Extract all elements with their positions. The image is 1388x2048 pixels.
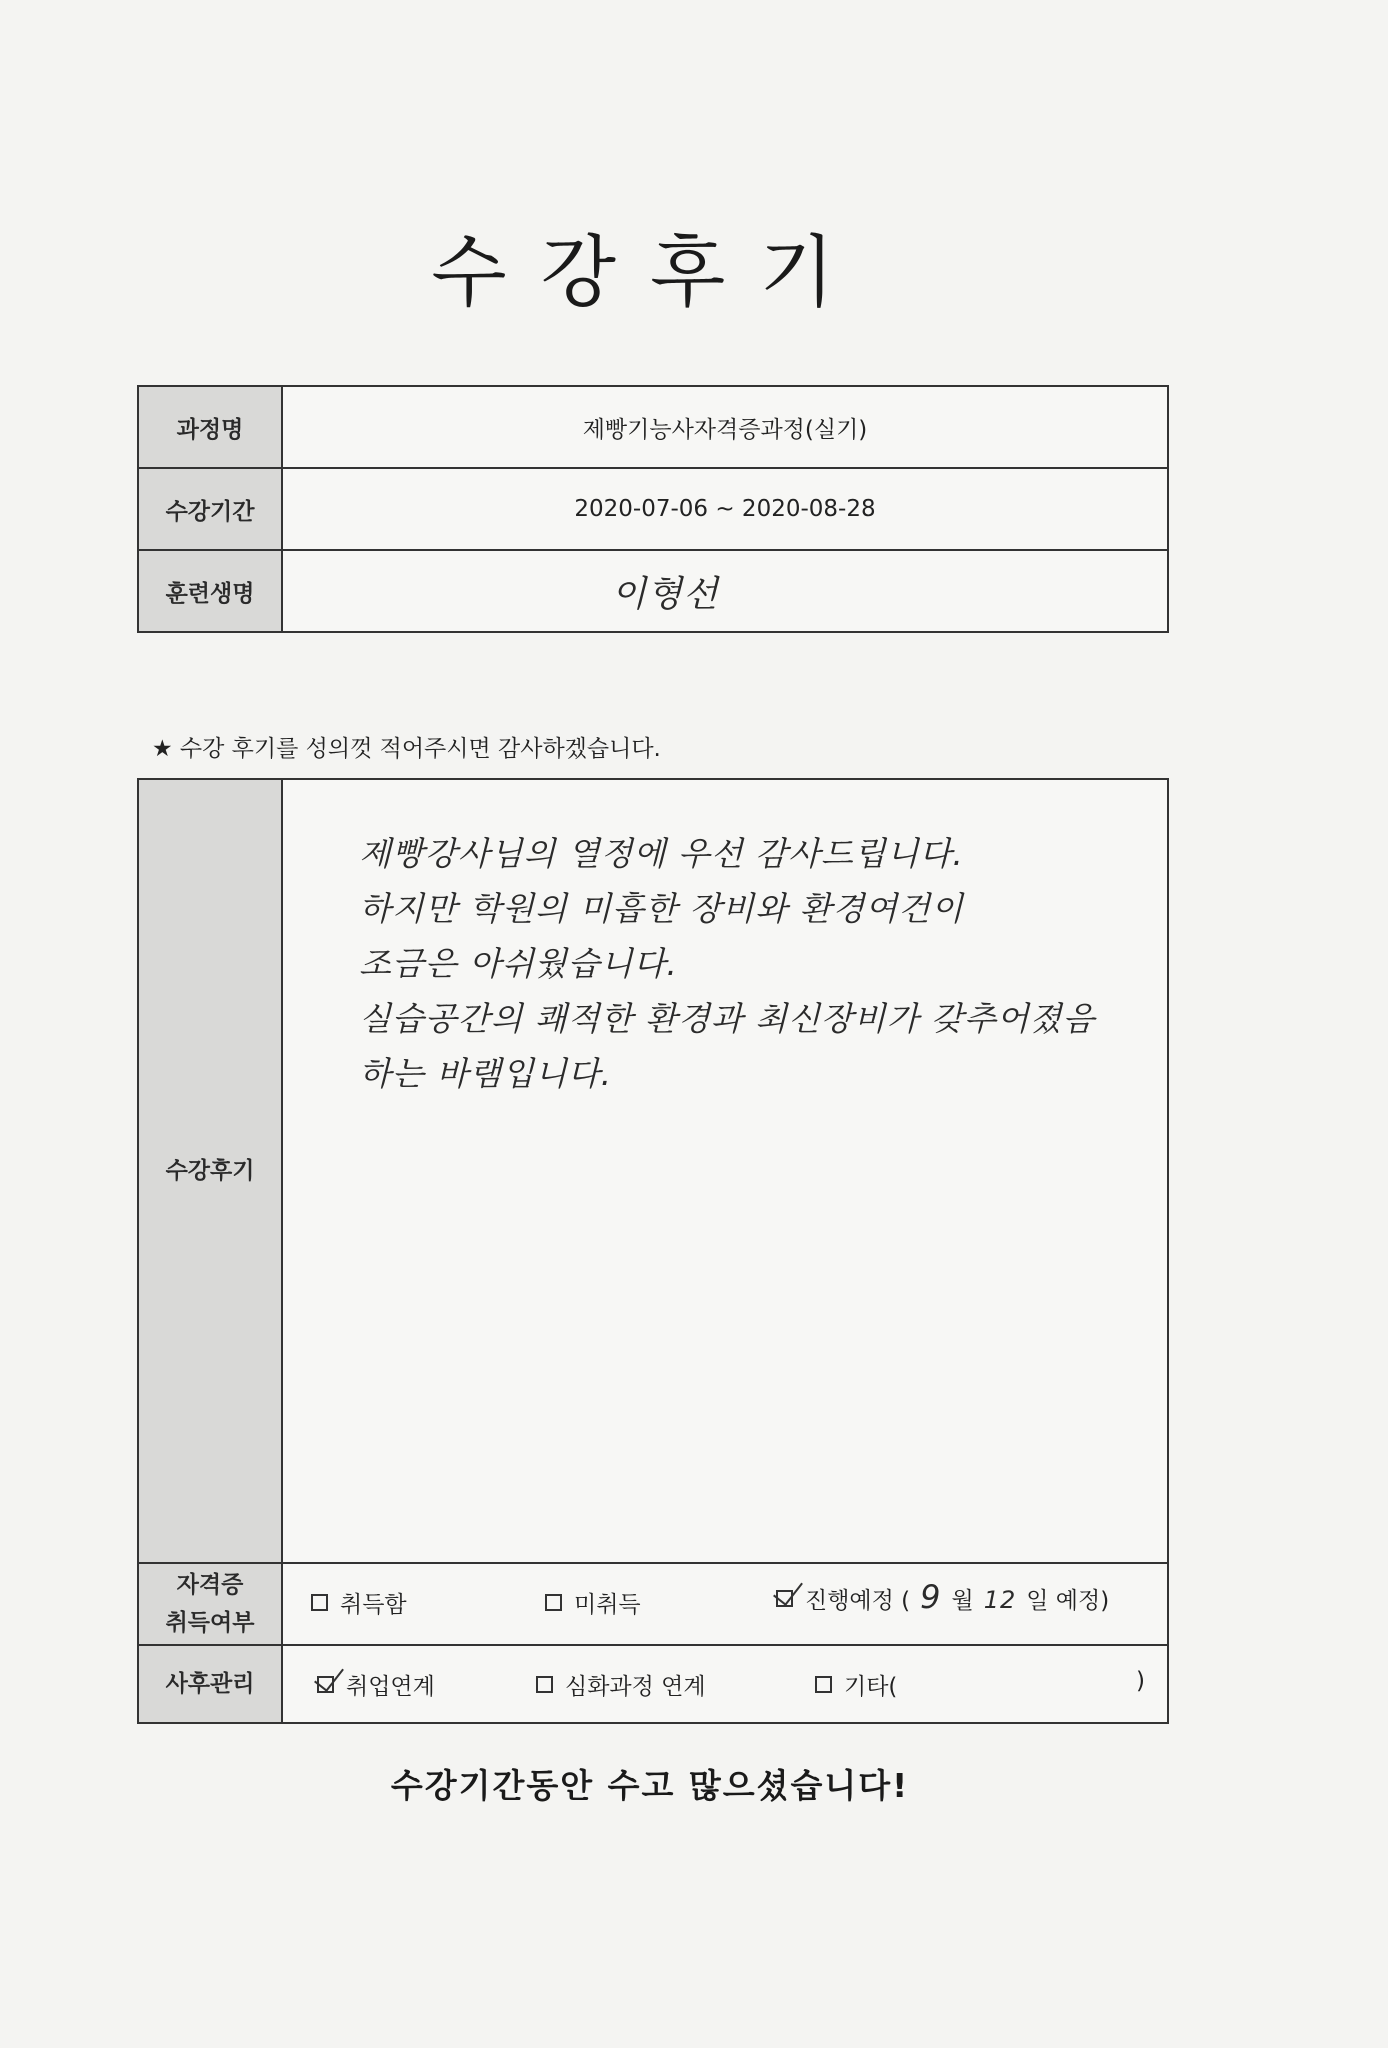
review-line: 하는 바램입니다.	[359, 1054, 613, 1093]
certification-label	[138, 1563, 282, 1645]
other-label: 기타(	[844, 1674, 898, 1700]
course-info-table	[137, 385, 1169, 633]
period-value: 2020-07-06 ~ 2020-08-28	[282, 468, 1168, 550]
option-acquired[interactable]	[311, 1586, 407, 1619]
review-line: 하지만 학원의 미흡한 장비와 환경여건이	[359, 889, 964, 928]
trainee-name-label: 훈련생명	[138, 550, 282, 632]
review-label: 수강후기	[138, 779, 282, 1563]
certification-label-line2: 취득여부	[165, 1610, 255, 1636]
day-handwritten: 12	[983, 1586, 1017, 1614]
month-unit: 월	[951, 1588, 974, 1614]
period-row	[138, 468, 1168, 550]
closing-message: 수강기간동안 수고 많으셨습니다!	[390, 1766, 910, 1805]
other-close-paren: )	[1136, 1668, 1145, 1694]
acquired-label: 취득함	[340, 1592, 407, 1618]
course-name-label: 과정명	[138, 386, 282, 468]
page-title: 수강후기	[431, 228, 869, 318]
review-row	[138, 779, 1168, 1563]
other-checkbox[interactable]	[815, 1676, 832, 1693]
trainee-name-field[interactable]	[282, 550, 1168, 632]
certification-row	[138, 1563, 1168, 1645]
certification-options	[282, 1563, 1168, 1645]
employment-label: 취업연계	[346, 1674, 435, 1700]
not-acquired-checkbox[interactable]	[545, 1594, 562, 1611]
in-progress-checkbox[interactable]	[776, 1590, 793, 1607]
instruction-note: ★ 수강 후기를 성의껏 적어주시면 감사하겠습니다.	[152, 736, 661, 762]
trainee-name-handwritten: 이형선	[611, 573, 719, 615]
trainee-row	[138, 550, 1168, 632]
review-textarea[interactable]	[282, 779, 1168, 1563]
option-not-acquired[interactable]	[545, 1586, 641, 1619]
day-unit: 일 예정)	[1026, 1588, 1110, 1614]
course-name-value: 제빵기능사자격증과정(실기)	[282, 386, 1168, 468]
follow-up-label: 사후관리	[138, 1645, 282, 1723]
review-line: 제빵강사님의 열정에 우선 감사드립니다.	[359, 834, 964, 873]
review-line: 조금은 아쉬웠습니다.	[359, 944, 678, 983]
option-other[interactable]	[815, 1668, 897, 1701]
employment-checkbox[interactable]	[317, 1676, 334, 1693]
advanced-course-checkbox[interactable]	[536, 1676, 553, 1693]
review-handwritten-text	[283, 780, 1167, 1103]
review-line: 실습공간의 쾌적한 환경과 최신장비가 갖추어졌음	[359, 999, 1096, 1038]
in-progress-label: 진행예정 (	[805, 1588, 911, 1614]
advanced-course-label: 심화과정 연계	[565, 1674, 706, 1700]
review-table	[137, 778, 1169, 1724]
option-in-progress[interactable]	[776, 1578, 1109, 1616]
acquired-checkbox[interactable]	[311, 1594, 328, 1611]
option-employment[interactable]	[317, 1668, 435, 1701]
period-label: 수강기간	[138, 468, 282, 550]
month-handwritten: 9	[920, 1578, 942, 1616]
option-advanced-course[interactable]	[536, 1668, 706, 1701]
not-acquired-label: 미취득	[574, 1592, 641, 1618]
follow-up-row	[138, 1645, 1168, 1723]
follow-up-options	[282, 1645, 1168, 1723]
certification-label-line1: 자격증	[176, 1572, 244, 1598]
course-row	[138, 386, 1168, 468]
